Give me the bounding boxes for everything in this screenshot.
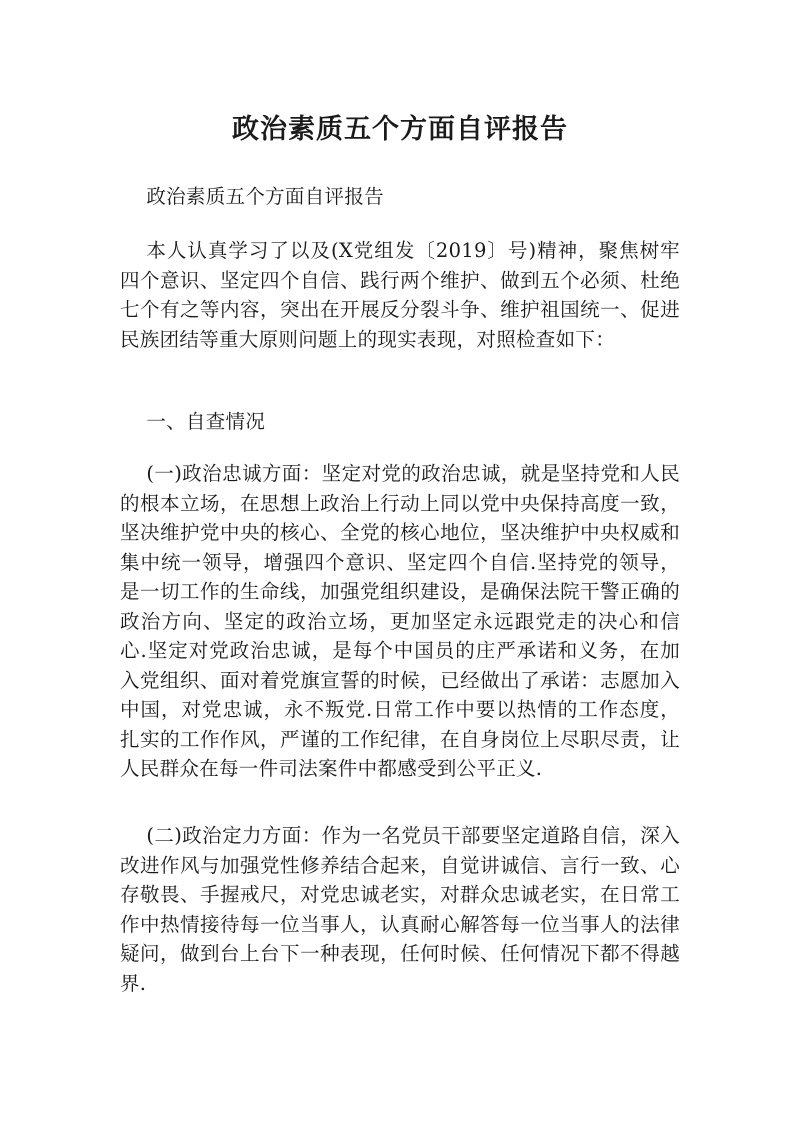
paragraph-political-loyalty xyxy=(120,459,680,784)
paragraph-one-text: (一)政治忠诚方面：坚定对党的政治忠诚，就是坚持党和人民的根本立场，在思想上政治上行动上同以党中央保持高度一致，坚决维护党中央的核心、全党的核心地位，坚决维护中央权威和集中统一领导，增强四个意识、坚定四个自信.坚持党的领导，是一切工作的生命线，加强党组织建设，是确保法院干警正确的政治方向、坚定的政治立场，更加坚定永远跟党走的决心和信心.坚定对党政治忠诚，是每个中国员的庄严承诺和义务，在加入党组织、面对着党旗宣誓的时候，已经做出了承诺：志愿加入中国，对党忠诚，永不叛党.日常工作中要以热情的工作态度，扎实的工作作风，严谨的工作纪律，在自身岗位上尽职尽责，让人民群众在每一件司法案件中都感受到公平正义. xyxy=(120,462,680,780)
paragraph-political-steadfastness xyxy=(120,821,680,998)
paragraph-two-text: (二)政治定力方面：作为一名党员干部要坚定道路自信，深入改进作风与加强党性修养结合起来，自觉讲诚信、言行一致、心存敬畏、手握戒尺，对党忠诚老实，对群众忠诚老实，在日常工作中热情接待每一位当事人，认真耐心解答每一位当事人的法律疑问，做到台上台下一种表现，任何时候、任何情况下都不得越界. xyxy=(120,824,680,995)
document-title: 政治素质五个方面自评报告 xyxy=(232,114,568,145)
section-heading-text: 一、自查情况 xyxy=(146,410,266,433)
intro-text: 本人认真学习了以及(X党组发〔2019〕号)精神，聚焦树牢四个意识、坚定四个自信、践行两个维护、做到五个必须、杜绝七个有之等内容，突出在开展反分裂斗争、维护祖国统一、促进民族团结等重大原则问题上的现实表现，对照检查如下： xyxy=(120,239,680,351)
section-heading xyxy=(120,407,680,437)
intro-paragraph xyxy=(120,236,680,354)
subtitle-text: 政治素质五个方面自评报告 xyxy=(146,185,384,208)
subtitle-paragraph xyxy=(120,182,680,212)
